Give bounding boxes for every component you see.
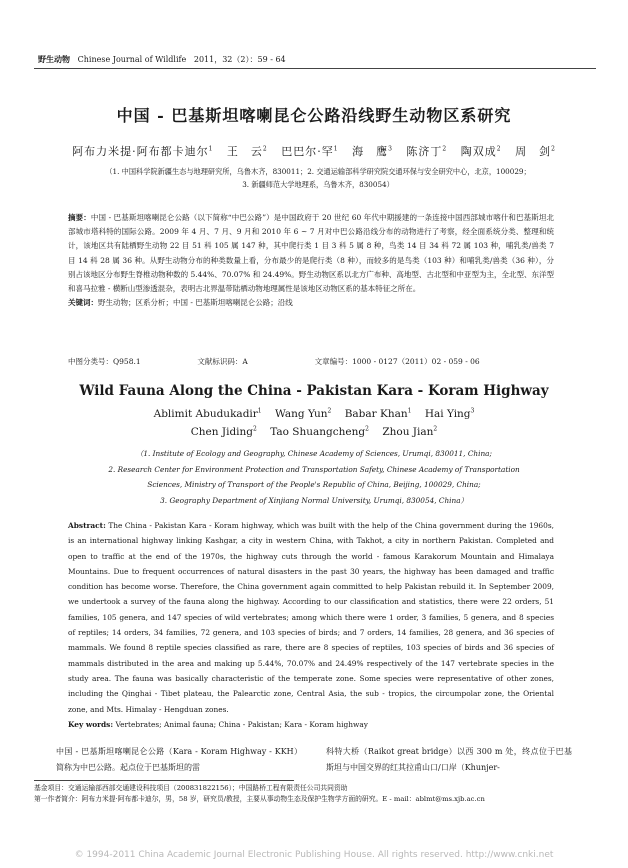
journal-name-cn: 野生动物 [38,54,70,64]
author-en: Hai Ying$^3$ [424,407,475,420]
author-cn: 周 剑$^2$ [515,145,556,158]
copyright-footer: © 1994-2011 China Academic Journal Electronic Publishing House. All rights reserved. http://www.cnki.net [74,850,554,860]
footnote-author: 第一作者简介：阿布力米提·阿布都卡迪尔，男，58 岁，研究员/教授，主要从事动物生态及保护生物学方面的研究。E - mail：ablmt@ms.xjb.ac.cn [34,795,485,803]
keywords-en-text: Vertebrates; Animal fauna; China - Pakistan; Kara - Koram highway [115,719,368,729]
affiliation-line: 3. 新疆师范大学地理系，乌鲁木齐，830054） [242,180,394,189]
keywords-en-label: Key words: [68,719,114,729]
affiliation-line: 2. Research Center for Environment Protection and Transportation Safety, Chinese Academy of Transportation [108,464,520,474]
clc-number: 中图分类号：Q958.1 [68,357,141,366]
footnote-funding: 基金项目：交通运输部西部交通建设科技项目（200831822156）；中国路桥工程有限责任公司共同资助 [34,784,348,792]
author-cn: 巴巴尔·罕$^1$ [281,145,339,158]
abstract-cn [68,211,554,310]
author-cn: 海 鹰$^3$ [352,145,393,158]
affiliation-line: （1. 中国科学院新疆生态与地理研究所，乌鲁木齐，830011；2. 交通运输部科学研究院交通环保与安全研究中心，北京，100029； [105,167,531,176]
body-column-left: 中国 - 巴基斯坦喀喇昆仑公路（Kara - Koram Highway - KKH）简称为中巴公路。起点位于巴基斯坦的雷 [56,747,302,772]
footnotes [34,783,594,805]
author-cn: 陶双成$^2$ [460,145,502,158]
title-cn: 中国 - 巴基斯坦喀喇昆仑公路沿线野生动物区系研究 [116,106,512,125]
affiliations-cn [46,165,590,191]
article-number: 文章编号：1000 - 0127（2011）02 - 059 - 06 [314,357,480,366]
abstract-en-text: The China - Pakistan Kara - Koram highway, which was built with the help of the China government during the 1960s, is an international highway linking Kashgar, a city in western China, with Takhot, a city in northern Pakistan. Completed and open to traffic at the end of the 1970s, the highway cuts through the world - famous Karakorum Mountain and Himalaya Mountains. Due to frequent occurrences of natural disasters in the past 30 years, the highway has been damaged and traffic condition has become worse. Therefore, the China government again committed to help Pakistan rebuild it. In September 2009, we undertook a survey of the fauna along the highway. According to our classification and statistics, there were 22 orders, 51 families, 105 genera, and 147 species of wild vertebrates; among which there were 1 order, 3 families, 5 genera, and 8 species of reptiles; 14 orders, 34 families, 72 genera, and 103 species of birds; and 7 orders, 14 families, 28 genera, and 36 species of mammals. We found 8 reptile species classified as rare, there are 8 species of reptiles, 103 species of birds and 36 species of mammals distributed in the area and making up 5.44%, 70.07% and 24.49% respectively of the 147 vertebrate species in the study area. The fauna was basically characteristic of the temperate zone. Some species were representative of other zones, including the Qinghai - Tibet plateau, the Palearctic zone, Central Asia, the sub - tropics, the circumpolar zone, the Oriental zone, and Mts. Himalay - Hengduan zones. [68,521,554,714]
body-column-right: 科特大桥（Raikot great bridge）以西 300 m 处，终点位于巴基斯坦与中国交界的红其拉甫山口/口岸（Khunjer- [326,747,572,772]
title-en: Wild Fauna Along the China - Pakistan Kara - Koram Highway [79,383,549,399]
author-en: Zhou Jian$^2$ [382,425,438,438]
author-en: Tao Shuangcheng$^2$ [270,425,369,438]
header-rule [34,68,596,69]
author-cn: 阿布力米提·阿布都卡迪尔$^1$ [72,145,214,158]
abstract-cn-label: 摘要： [68,213,91,222]
author-en: Chen Jiding$^2$ [190,425,257,438]
keywords-cn-text: 野生动物；区系分析；中国 - 巴基斯坦喀喇昆仑公路；沿线 [98,298,293,308]
keywords-en [68,717,554,732]
abstract-en-label: Abstract: [68,521,106,530]
authors-cn [0,143,628,159]
classification-row [68,356,480,367]
journal-issue: 2011，32（2）：59 - 64 [193,55,286,64]
keywords-cn [68,296,554,310]
abstract-cn-text: 中国 - 巴基斯坦喀喇昆仑公路（以下简称“中巴公路”）是中国政府于 20 世纪 60 年代中期援建的一条连接中国西部城市喀什和巴基斯坦北部城市塔科特的国际公路。2009 年 4 月、7 月、9 月和 2010 年 6 ~ 7 月对中巴公路沿线分布的动物进行了考察，经全面系统分类、整理和统计，该地区共有陆栖野生动物 22 目 51 科 105 属 147 种，其中爬行类 1 目 3 科 5 属 8 种，鸟类 14 目 34 科 72 属 103 种，哺乳类/兽类 7 目 14 科 28 属 36 种。从野生动物分布的种类数量上看，分布最少的是爬行类（8 种），而较多的是鸟类（103 种）和哺乳类/兽类（36 种），分别占该地区分布野生脊椎动物种数的 5.44%、70.07% 和 24.49%。野生动物区系以北方广布种、高地型、古北型和中亚型为主，全北型、东洋型和喜马拉雅 - 横断山型渗透混杂，表明古北界温带陆栖动物地理属性是该地区动物区系的基本特征之所在。 [68,213,554,294]
document-code: 文献标识码：A [197,357,248,366]
affiliation-line: 3. Geography Department of Xinjiang Normal University, Urumqi, 830054, China） [160,495,468,505]
affiliation-line: Sciences, Ministry of Transport of the People's Republic of China, Beijing, 100029, China; [147,480,481,489]
affiliations-en [40,446,588,508]
authors-en-line-1 [0,407,628,420]
authors-en-line-2 [0,425,628,438]
footnote-rule [34,780,294,781]
journal-name-en: Chinese Journal of Wildlife [77,55,187,64]
author-cn: 王 云$^2$ [226,145,268,158]
journal-running-header [38,54,286,65]
keywords-cn-label: 关键词： [68,298,98,308]
author-en: Wang Yun$^2$ [274,407,332,420]
author-cn: 陈济丁$^2$ [406,145,448,158]
author-en: Babar Khan$^1$ [344,407,412,420]
author-en: Ablimit Abudukadir$^1$ [153,407,262,420]
affiliation-line: （1. Institute of Ecology and Geography, Chinese Academy of Sciences, Urumqi, 830011, China; [136,449,492,458]
abstract-en [68,518,554,732]
